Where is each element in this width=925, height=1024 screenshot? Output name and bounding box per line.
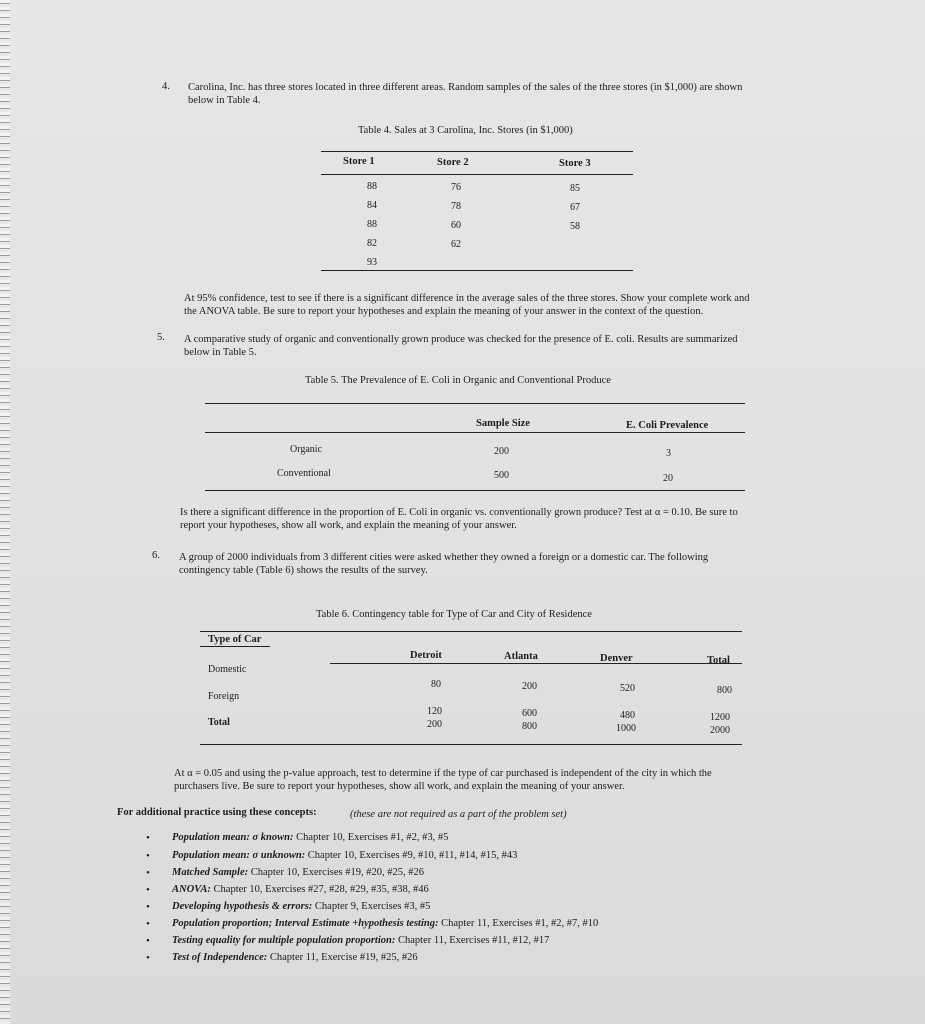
problem-5-number: 5. <box>157 332 165 343</box>
table-5-cell: 20 <box>663 473 673 484</box>
table-4-cell: 67 <box>570 202 580 213</box>
table-6-bottom-rule <box>200 744 742 745</box>
practice-item: Developing hypothesis & errors: Chapter 9, Exercises #3, #5 <box>172 901 431 912</box>
table-6-cell: 200 <box>427 719 442 730</box>
table-6-cell: 800 <box>717 685 732 696</box>
table-6-row-label: Foreign <box>208 691 240 702</box>
problem-6-number: 6. <box>152 550 160 561</box>
problem-4-text-line2: below in Table 4. <box>188 95 261 106</box>
table-6-cell: 520 <box>620 683 635 694</box>
bullet-icon: • <box>146 850 150 862</box>
table-6-cell: 1000 <box>616 723 636 734</box>
table-4-cell: 60 <box>451 220 461 231</box>
practice-heading: For additional practice using these concepts: <box>117 807 317 818</box>
problem-6-text-line1: A group of 2000 individuals from 3 different cities were asked whether they owned a foreign or a domestic car. The following <box>179 552 709 563</box>
practice-heading-note: (these are not required as a part of the problem set) <box>350 809 567 820</box>
table-6-cell: 480 <box>620 710 635 721</box>
table-6-cell: 600 <box>522 708 537 719</box>
table-4-header-store2: Store 2 <box>437 157 469 168</box>
table-4-cell: 88 <box>367 219 377 230</box>
practice-item: Population proportion; Interval Estimate +hypothesis testing: Chapter 11, Exercises #1, #2, #7, #10 <box>172 918 599 929</box>
practice-item: Test of Independence: Chapter 11, Exercise #19, #25, #26 <box>172 952 418 963</box>
problem-5-instructions-line1: Is there a significant difference in the proportion of E. Coli in organic vs. conventionally grown produce? Test at α = 0.10. Be sure to <box>180 507 738 518</box>
table-6-cell: 800 <box>522 721 537 732</box>
table-4-header-store3: Store 3 <box>559 158 591 169</box>
table-6-top-rule <box>200 631 742 632</box>
table-6-cell: 1200 <box>710 712 730 723</box>
table-4-cell: 62 <box>451 239 461 250</box>
table-4-cell: 93 <box>367 257 377 268</box>
practice-item: Population mean: σ known: Chapter 10, Exercises #1, #2, #3, #5 <box>172 832 449 843</box>
problem-4-number: 4. <box>162 81 170 92</box>
table-6-header-denver: Denver <box>600 653 633 664</box>
problem-4-text-line1: Carolina, Inc. has three stores located in three different areas. Random samples of the sales of the three stores (in $1,000) are shown <box>188 82 743 93</box>
table-6-header-total: Total <box>707 655 730 666</box>
problem-6-text-line2: contingency table (Table 6) shows the results of the survey. <box>179 565 428 576</box>
problem-6-instructions-line1: At α = 0.05 and using the p-value approach, test to determine if the type of car purchased is independent of the city in which the <box>174 768 712 779</box>
table-6-title: Table 6. Contingency table for Type of Car and City of Residence <box>316 609 592 620</box>
table-5-title: Table 5. The Prevalence of E. Coli in Organic and Conventional Produce <box>305 375 611 386</box>
table-6-header-atlanta: Atlanta <box>504 651 538 662</box>
table-4-cell: 76 <box>451 182 461 193</box>
table-6-corner-rule <box>200 646 270 647</box>
table-4-top-rule <box>321 151 633 152</box>
bullet-icon: • <box>146 901 150 913</box>
table-6-cell: 120 <box>427 706 442 717</box>
table-6-cell: 200 <box>522 681 537 692</box>
table-6-cell: 2000 <box>710 725 730 736</box>
table-4-title: Table 4. Sales at 3 Carolina, Inc. Stores (in $1,000) <box>358 125 573 136</box>
problem-6-instructions-line2: purchasers live. Be sure to report your hypotheses, show all work, and explain the meaning of your answer. <box>174 781 625 792</box>
practice-item: Population mean: σ unknown: Chapter 10, Exercises #9, #10, #11, #14, #15, #43 <box>172 850 518 861</box>
bullet-icon: • <box>146 832 150 844</box>
table-5-header-rule <box>205 432 745 433</box>
table-4-header-rule <box>321 174 633 175</box>
table-5-bottom-rule <box>205 490 745 491</box>
table-6-header-detroit: Detroit <box>410 650 442 661</box>
table-6-header-rule <box>330 663 742 664</box>
table-5-cell: 200 <box>494 446 509 457</box>
practice-item: ANOVA: Chapter 10, Exercises #27, #28, #29, #35, #38, #46 <box>172 884 429 895</box>
problem-5-instructions-line2: report your hypotheses, show all work, and explain the meaning of your answer. <box>180 520 517 531</box>
problem-4-instructions-line2: the ANOVA table. Be sure to report your hypotheses and explain the meaning of your answer in the context of the question. <box>184 306 704 317</box>
table-5-cell: 500 <box>494 470 509 481</box>
table-5-row-label: Organic <box>290 444 323 455</box>
table-6-corner-label: Type of Car <box>208 634 262 645</box>
problem-4-instructions-line1: At 95% confidence, test to see if there is a significant difference in the average sales of the three stores. Show your complete work and <box>184 293 750 304</box>
practice-item: Matched Sample: Chapter 10, Exercises #19, #20, #25, #26 <box>172 867 424 878</box>
problem-5-text-line2: below in Table 5. <box>184 347 257 358</box>
table-6-row-label: Total <box>208 717 230 728</box>
table-5-header-prevalence: E. Coli Prevalence <box>626 420 709 431</box>
bullet-icon: • <box>146 867 150 879</box>
table-4-cell: 58 <box>570 221 580 232</box>
table-4-cell: 78 <box>451 201 461 212</box>
paper-edge <box>0 0 10 1024</box>
table-4-cell: 85 <box>570 183 580 194</box>
bullet-icon: • <box>146 952 150 964</box>
table-6-cell: 80 <box>431 679 441 690</box>
table-4-cell: 82 <box>367 238 377 249</box>
table-5-top-rule <box>205 403 745 404</box>
table-6-row-label: Domestic <box>208 664 247 675</box>
table-4-cell: 88 <box>367 181 377 192</box>
bullet-icon: • <box>146 935 150 947</box>
bullet-icon: • <box>146 884 150 896</box>
practice-item: Testing equality for multiple population proportion: Chapter 11, Exercises #11, #12, #17 <box>172 935 550 946</box>
table-5-row-label: Conventional <box>277 468 331 479</box>
table-5-cell: 3 <box>666 448 671 459</box>
table-5-header-sample-size: Sample Size <box>476 418 530 429</box>
problem-5-text-line1: A comparative study of organic and conventionally grown produce was checked for the presence of E. coli. Results are summarized <box>184 334 738 345</box>
table-4-header-store1: Store 1 <box>343 156 375 167</box>
table-4-cell: 84 <box>367 200 377 211</box>
table-4-bottom-rule <box>321 270 633 271</box>
bullet-icon: • <box>146 918 150 930</box>
